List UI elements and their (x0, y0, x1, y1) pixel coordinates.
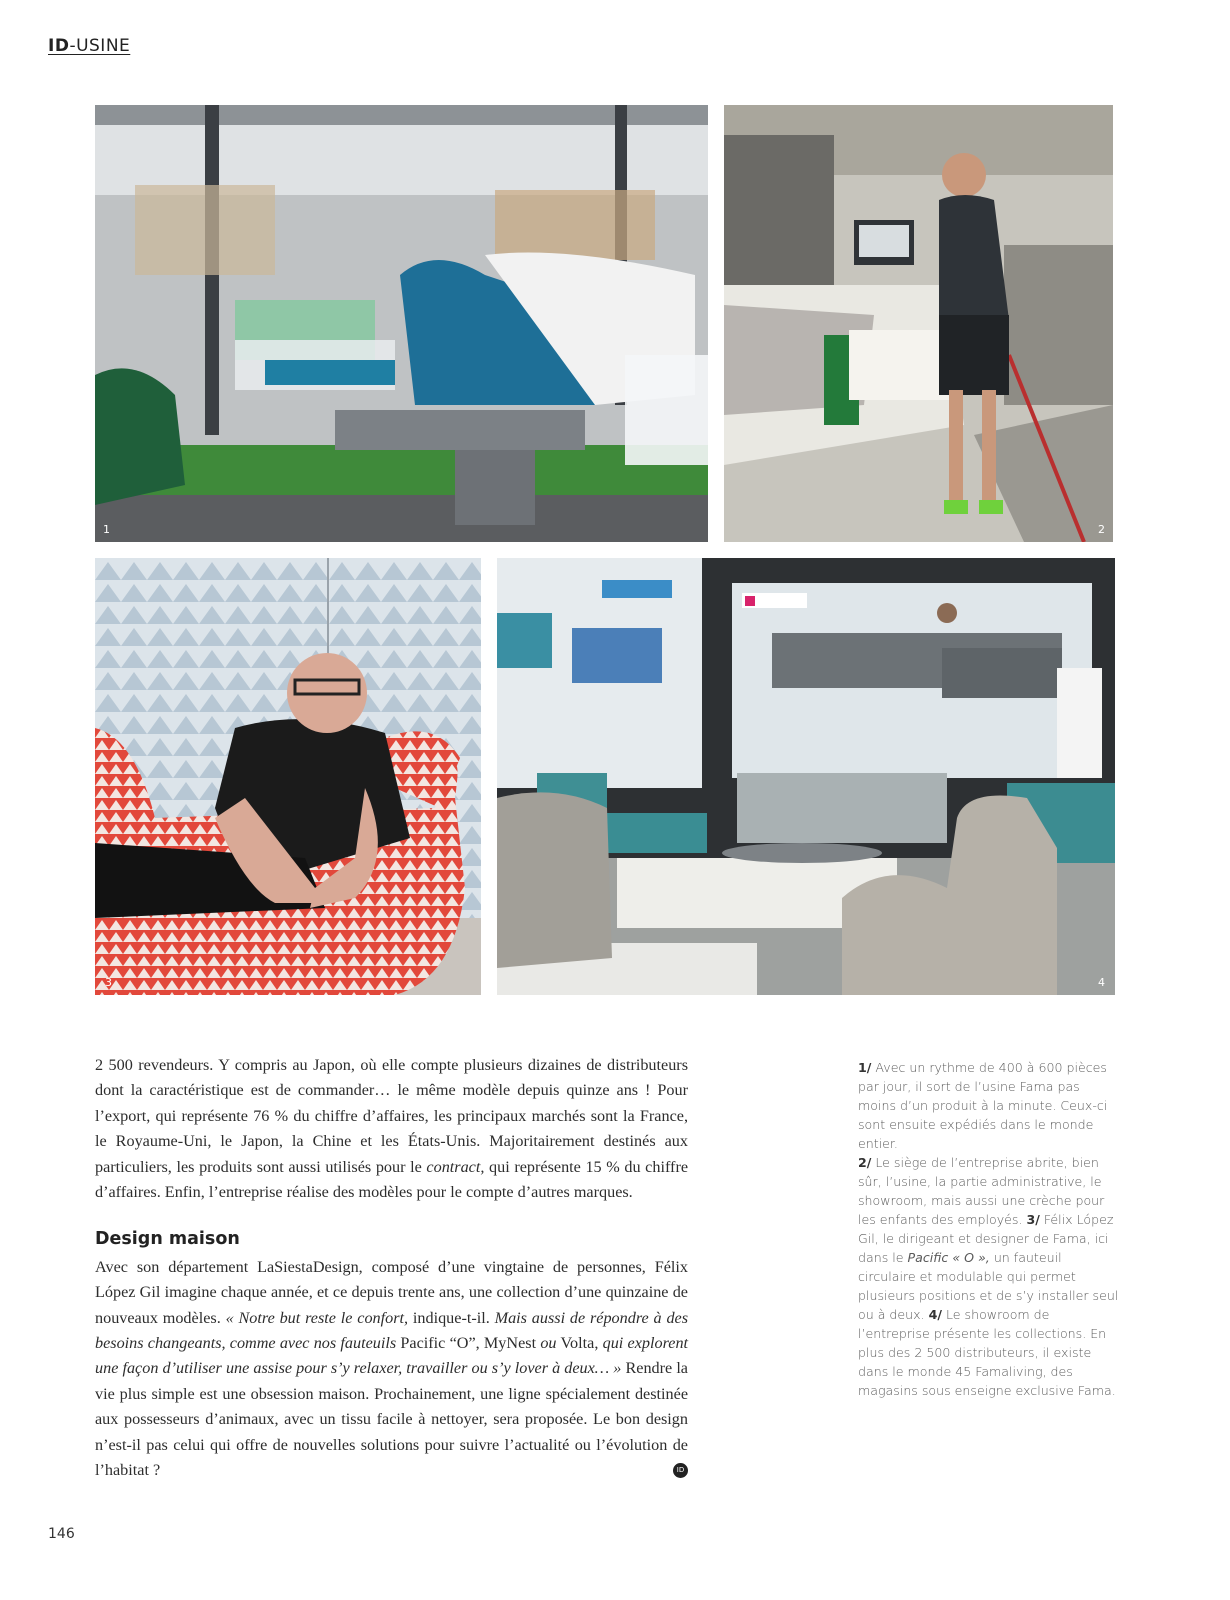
section-tag-bold: ID (48, 36, 70, 56)
para2-quote2: Mais aussi de répondre à des besoins changeants, comme avec nos fauteuils (95, 1308, 689, 1353)
caption-4-number: 4/ (928, 1307, 942, 1322)
photo-captions (858, 1058, 1120, 1400)
page-number: 146 (48, 1526, 75, 1542)
cutting-table-illustration (724, 105, 1113, 542)
section-heading: Design maison (95, 1229, 240, 1250)
article-body (95, 1053, 688, 1484)
caption-2-number: 2/ (858, 1155, 872, 1170)
photo-number: 1 (103, 523, 110, 536)
para2-a: Avec son département LaSiestaDesign, composé d’une vingtaine de personnes, Félix López Gil imagine chaque année, et ce depuis trente ans, une collection d’une quinzaine de nouveaux modèles. (95, 1257, 688, 1327)
caption-1-number: 1/ (858, 1060, 872, 1075)
caption-2-text: Le siège de l’entreprise abrite, bien sûr, l’usine, la partie administrative, le showroom, mais aussi une crèche pour les enfants des employés. (858, 1155, 1105, 1227)
para1-italic: contract, (426, 1157, 485, 1176)
para2-c: Pacific “O”, MyNest (400, 1334, 537, 1353)
para1-end: qui représente 15 % du chiffre d’affaires. Enfin, l’entreprise réalise des modèles pour le compte d’autres marques. (95, 1157, 689, 1202)
designer-in-armchair-photo (95, 558, 481, 995)
caption-1-text: Avec un rythme de 400 à 600 pièces par jour, il sort de l’usine Fama pas moins d’un produit à la minute. Ceux-ci sont ensuite expédiés dans le monde entier. (858, 1060, 1108, 1151)
photo-number: 3 (105, 976, 112, 989)
para2-b: indique-t-il. (412, 1308, 490, 1327)
photo-number: 2 (1098, 523, 1105, 536)
article-paragraph-2 (95, 1255, 688, 1484)
cutting-table-worker-photo (724, 105, 1113, 542)
article-paragraph-1 (95, 1053, 688, 1205)
para2-quote4: qui explorent une façon d’utiliser une assise pour s’y relaxer, travailler ou s’y lover à deux… » (95, 1334, 689, 1378)
caption-3-number: 3/ (1026, 1212, 1040, 1227)
factory-workshop-photo (95, 105, 708, 542)
para1-text: 2 500 revendeurs. Y compris au Japon, où elle compte plusieurs dizaines de distributeurs dont la caractéristique est de commander… le même modèle depuis quinze ans ! Pour l’export, qui représente 76 % du chiffre d’affaires, les principaux marchés sont la France, le Royaume-Uni, le Japon, la Chine et les États-Unis. Majoritairement destinés aux particuliers, les produits sont aussi utilisés pour le (95, 1056, 688, 1176)
para2-quote3: ou (540, 1334, 557, 1353)
section-tag-rest: -USINE (69, 36, 131, 56)
para2-e: Rendre la vie plus simple est une obsession maison. Prochainement, une ligne spécialement destinée aux possesseurs d’animaux, avec un tissu facile à nettoyer, sera proposée. Le bon design n’est-il pas celui qui offre de nouvelles solutions pour suivre l’actualité ou l’évolution de l’habitat ? (95, 1359, 688, 1480)
section-tag (48, 36, 130, 56)
para2-d: Volta, (560, 1334, 599, 1353)
caption-4-text: Le showroom de l’entreprise présente les collections. En plus des 2 500 distributeurs, il existe dans le monde 45 Famaliving, des magasins sous enseigne exclusive Fama. (858, 1307, 1116, 1398)
factory-workshop-illustration (95, 105, 708, 542)
designer-armchair-illustration (95, 558, 481, 995)
caption-3-italic: Pacific « O », (907, 1250, 990, 1265)
showroom-photo (497, 558, 1115, 995)
caption-3-text-a: Félix López Gil, le dirigeant et designer de Fama, ici dans le (858, 1212, 1114, 1265)
para2-quote1: « Notre but reste le confort, (225, 1308, 409, 1327)
photo-number: 4 (1098, 976, 1105, 989)
id-end-logo-icon: ID (673, 1463, 688, 1478)
showroom-illustration (497, 558, 1115, 995)
caption-3-text-b: un fauteuil circulaire et modulable qui permet plusieurs positions et de s’y installer seul ou à deux. (858, 1250, 1119, 1322)
